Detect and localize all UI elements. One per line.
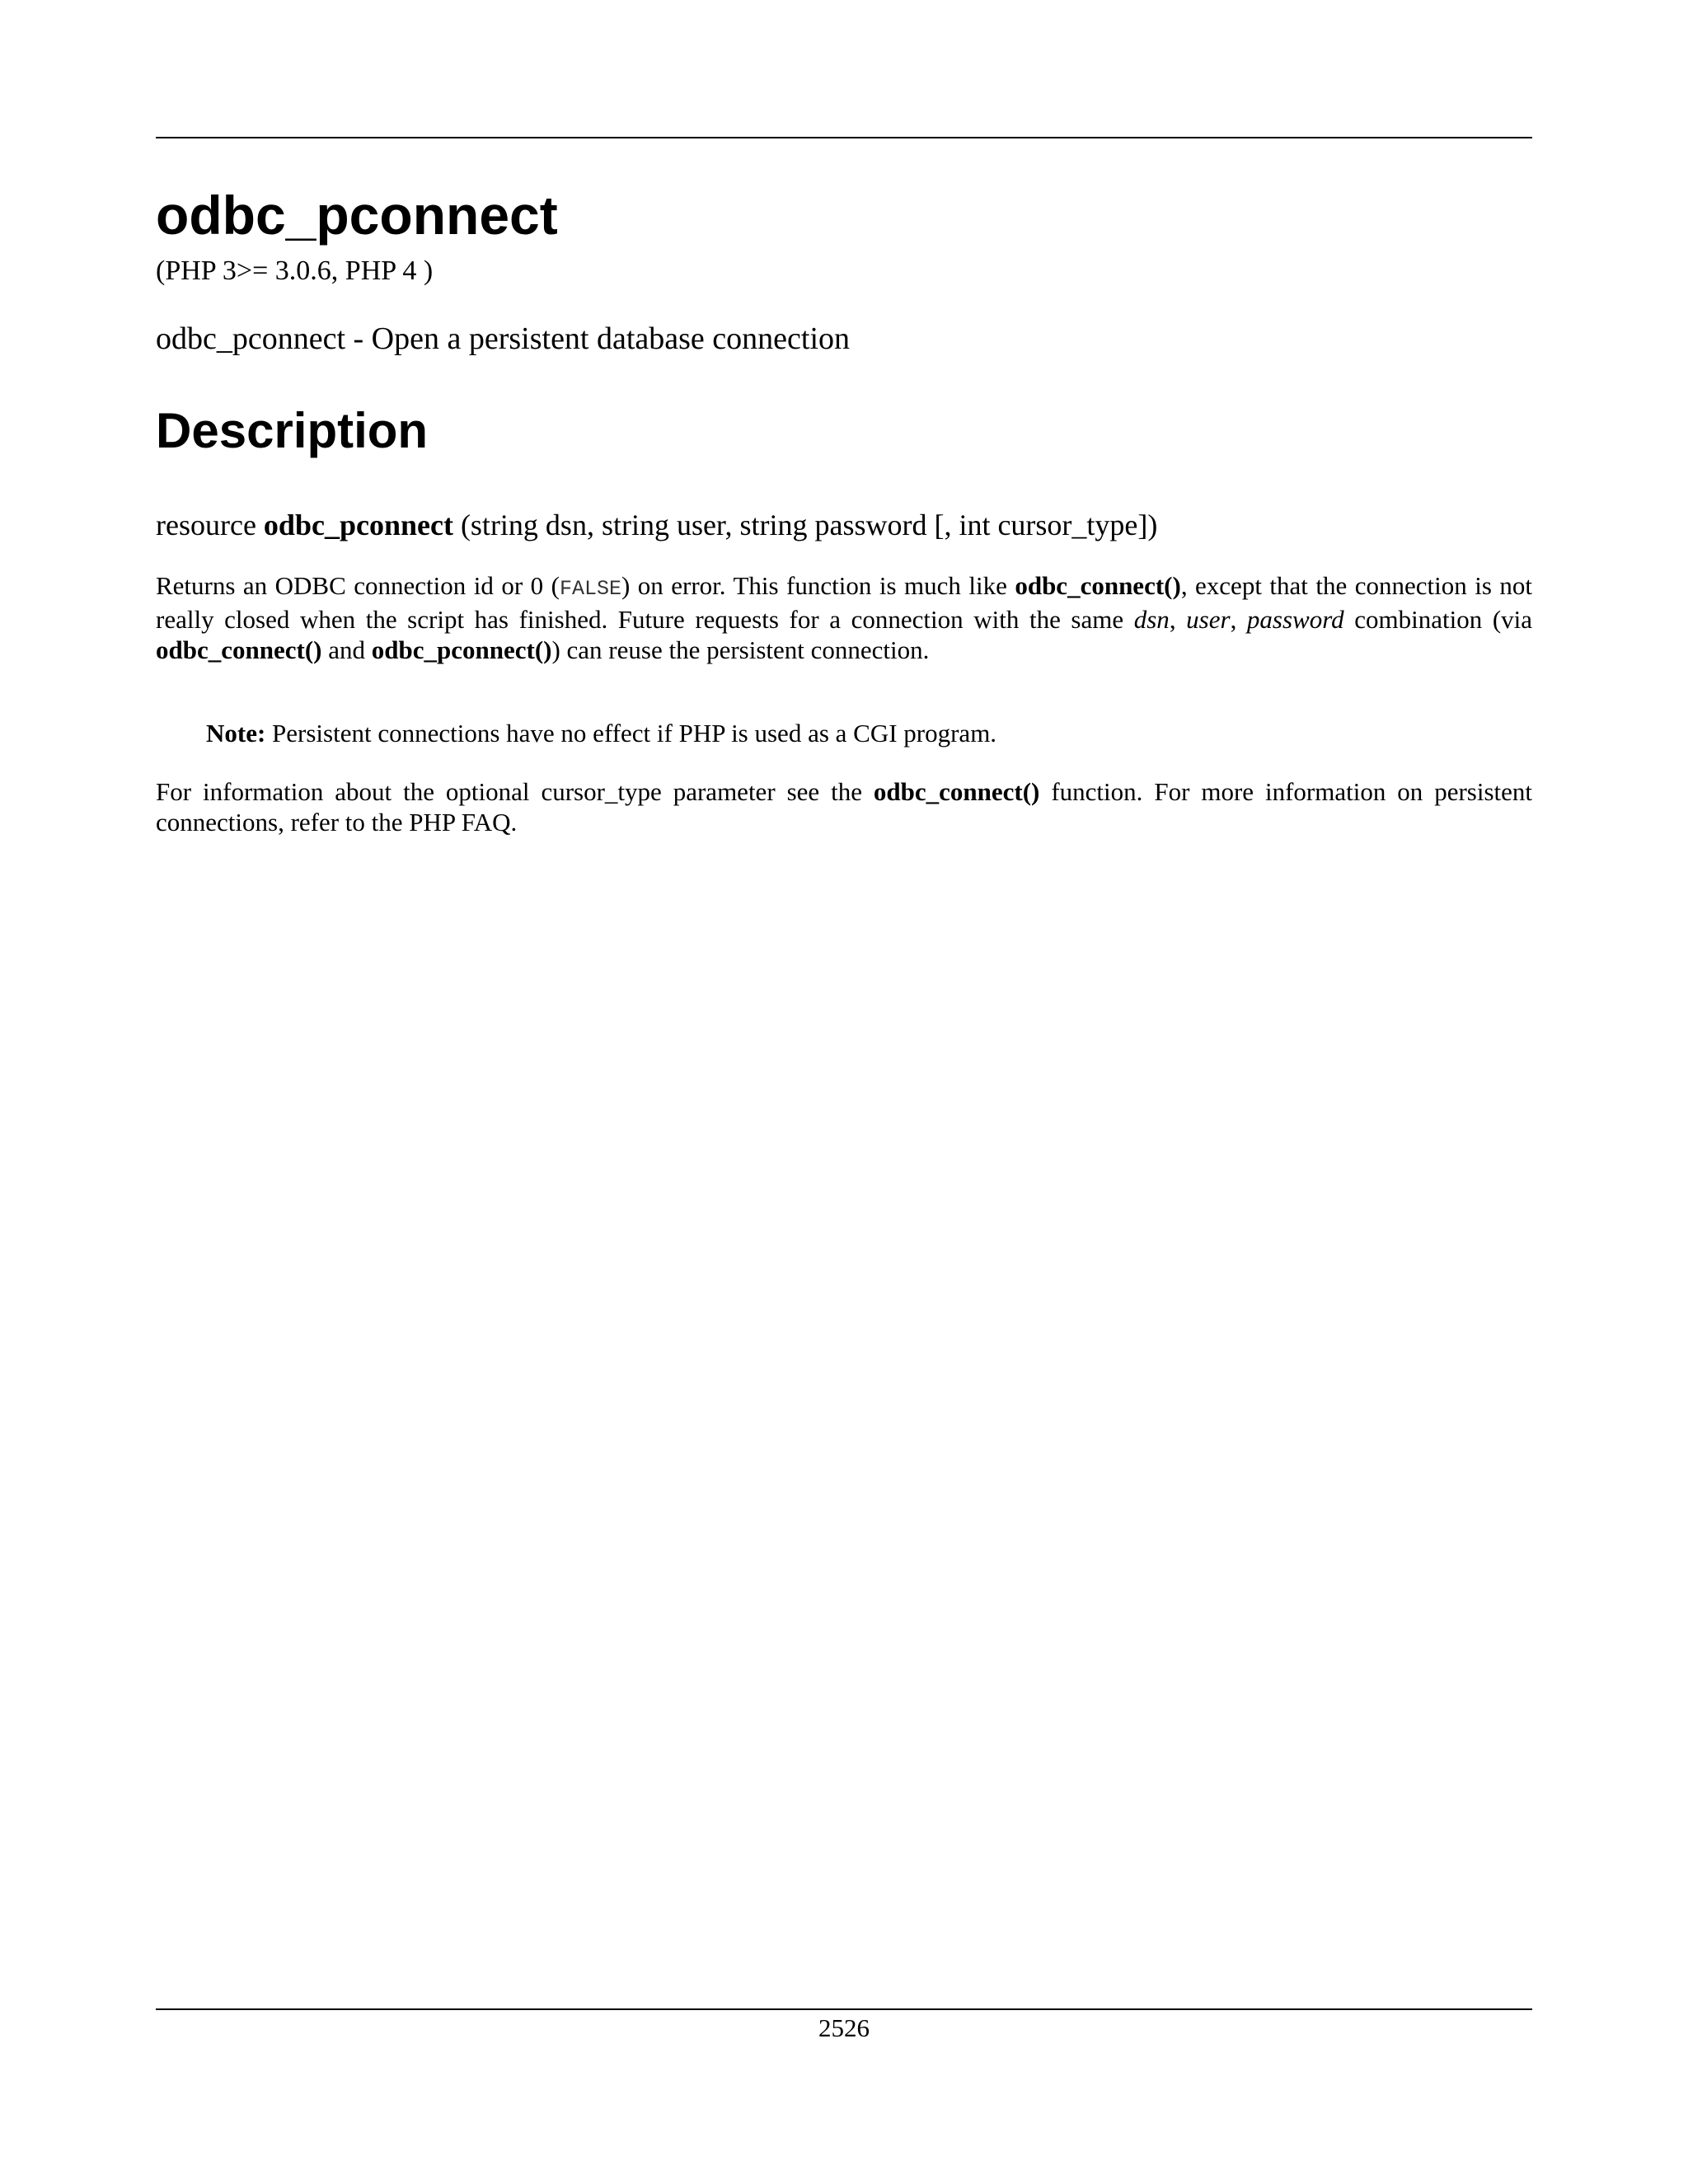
bottom-rule xyxy=(156,2008,1532,2010)
note-text: Persistent connections have no effect if PHP is used as a CGI program. xyxy=(265,719,997,748)
text-run: For information about the optional cursor_type parameter see the xyxy=(156,777,874,806)
function-synopsis xyxy=(156,509,1157,542)
page-number: 2526 xyxy=(818,2013,870,2042)
function-ref-odbc-pconnect: odbc_pconnect() xyxy=(371,635,552,664)
param-password: password xyxy=(1246,605,1344,634)
param-dsn: dsn xyxy=(1133,605,1170,634)
param-user: user xyxy=(1186,605,1231,634)
synopsis-return-type: resource xyxy=(156,509,264,541)
top-rule xyxy=(156,137,1532,138)
text-run: ) can reuse the persistent connection. xyxy=(551,635,930,664)
function-ref-odbc-connect: odbc_connect() xyxy=(156,635,322,664)
synopsis-params: (string dsn, string user, string password [, int cursor_type]) xyxy=(452,509,1158,541)
text-run: , xyxy=(1169,605,1187,634)
text-run: function. For more information on persistent connections, refer to the PHP FAQ. xyxy=(156,777,1532,837)
text-run: , except that the connection is not really closed when the script has finished. Future requests for a connection with the same xyxy=(156,571,1532,634)
note-label: Note: xyxy=(206,719,266,748)
text-run: ) on error. This function is much like xyxy=(621,571,1015,600)
synopsis-function-name: odbc_pconnect xyxy=(263,509,453,541)
function-purpose: odbc_pconnect - Open a persistent database connection xyxy=(156,321,851,356)
page-title: odbc_pconnect xyxy=(156,185,558,246)
text-run: combination (via xyxy=(1343,605,1533,634)
description-paragraph xyxy=(156,570,1532,665)
false-constant: FALSE xyxy=(559,577,621,601)
function-ref-odbc-connect: odbc_connect() xyxy=(1015,571,1181,600)
text-run: and xyxy=(321,635,372,664)
text-run: , xyxy=(1230,605,1247,634)
section-heading-description: Description xyxy=(156,403,429,458)
function-ref-odbc-connect: odbc_connect() xyxy=(873,777,1040,806)
document-page xyxy=(156,0,1532,2184)
text-run: Returns an ODBC connection id or 0 ( xyxy=(156,571,560,600)
version-info: (PHP 3>= 3.0.6, PHP 4 ) xyxy=(156,255,434,286)
cursor-type-paragraph xyxy=(156,776,1532,837)
note-block xyxy=(206,718,996,748)
